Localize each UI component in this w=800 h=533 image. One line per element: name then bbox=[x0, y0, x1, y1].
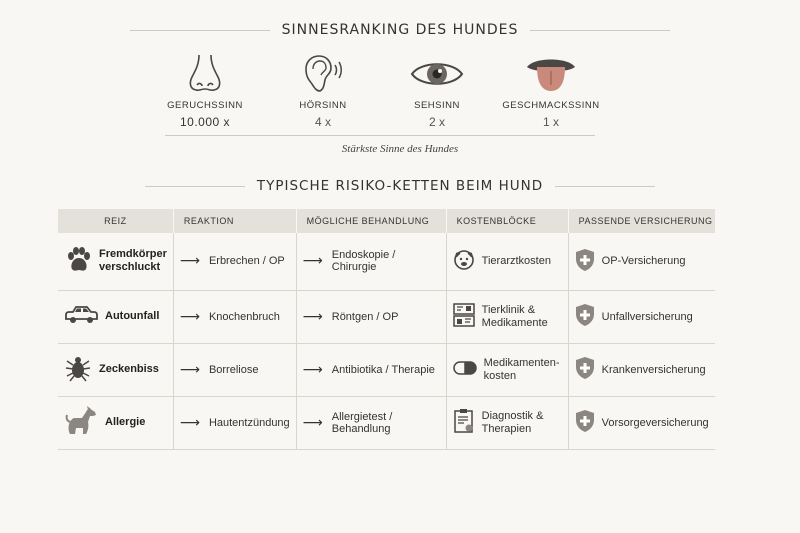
sense-item-sight bbox=[382, 52, 492, 129]
tick-icon bbox=[64, 354, 92, 385]
paw-icon bbox=[64, 246, 92, 277]
sense-caption: Stärkste Sinne des Hundes bbox=[341, 143, 459, 155]
reaktion-label: Erbrechen / OP bbox=[208, 254, 285, 267]
reiz-label: Zeckenbiss bbox=[99, 363, 159, 375]
sense-ranking-title: SINNESRANKING DES HUNDES bbox=[281, 22, 519, 38]
sense-item-smell bbox=[150, 52, 260, 129]
reiz-cell bbox=[58, 343, 173, 396]
column-header: REIZ bbox=[58, 209, 173, 233]
arrow-right-icon: ⟶ bbox=[302, 361, 323, 378]
reiz-cell bbox=[58, 396, 173, 449]
table-header-row bbox=[58, 209, 715, 233]
column-header: REAKTION bbox=[173, 209, 296, 233]
sense-label: HÖRSINN bbox=[299, 100, 347, 111]
reaktion-label: Borreliose bbox=[208, 363, 259, 376]
reiz-label: Allergie bbox=[105, 416, 146, 428]
reaktion-label: Hautentzündung bbox=[208, 416, 290, 429]
table-row bbox=[58, 233, 715, 290]
versicherung-label: Krankenversicherung bbox=[601, 363, 706, 376]
versicherung-cell bbox=[568, 290, 715, 343]
sense-label: GERUCHSSINN bbox=[167, 100, 243, 111]
behandlung-label: Antibiotika / Therapie bbox=[331, 363, 435, 376]
sense-item-taste bbox=[496, 52, 606, 129]
arrow-right-icon: ⟶ bbox=[179, 308, 200, 325]
arrow-right-icon: ⟶ bbox=[179, 361, 200, 378]
shield-icon bbox=[575, 248, 595, 275]
eye-icon bbox=[382, 52, 492, 96]
kosten-label: Diagnostik & Therapien bbox=[481, 409, 544, 435]
reiz-cell bbox=[58, 290, 173, 343]
shield-icon bbox=[575, 303, 595, 330]
arrow-right-icon: ⟶ bbox=[302, 253, 323, 270]
clinic-icon bbox=[453, 302, 475, 331]
sense-value: 4 x bbox=[314, 115, 331, 129]
column-header: PASSENDE VERSICHERUNG bbox=[568, 209, 715, 233]
versicherung-cell bbox=[568, 396, 715, 449]
dog-icon bbox=[64, 406, 98, 439]
shield-icon bbox=[575, 409, 595, 436]
reiz-label: Autounfall bbox=[105, 310, 160, 322]
nose-icon bbox=[150, 52, 260, 96]
kosten-cell bbox=[446, 233, 568, 290]
sense-label: SEHSINN bbox=[414, 100, 460, 111]
arrow-right-icon: ⟶ bbox=[302, 414, 323, 431]
behandlung-cell bbox=[296, 290, 446, 343]
vet-icon bbox=[453, 249, 475, 274]
behandlung-cell bbox=[296, 233, 446, 290]
sense-value: 10.000 x bbox=[179, 115, 231, 129]
pill-icon bbox=[453, 358, 477, 381]
sense-label: GESCHMACKSSINN bbox=[502, 100, 600, 111]
risk-chain-table bbox=[58, 209, 715, 450]
reaktion-cell bbox=[173, 233, 296, 290]
sense-item-hearing bbox=[268, 52, 378, 129]
sense-ranking bbox=[150, 52, 610, 134]
reaktion-cell bbox=[173, 396, 296, 449]
kosten-label: Tierarztkosten bbox=[481, 254, 551, 267]
column-header: KOSTENBLÖCKE bbox=[446, 209, 568, 233]
versicherung-label: OP-Versicherung bbox=[601, 255, 686, 268]
table-row bbox=[58, 396, 715, 449]
risk-chains-title-row bbox=[0, 178, 800, 194]
kosten-cell bbox=[446, 290, 568, 343]
versicherung-cell bbox=[568, 343, 715, 396]
behandlung-label: Endoskopie / Chirurgie bbox=[331, 249, 396, 274]
reiz-label: Fremdkörper verschluckt bbox=[99, 248, 167, 274]
reaktion-label: Knochenbruch bbox=[208, 310, 280, 323]
tongue-icon bbox=[496, 52, 606, 96]
divider bbox=[130, 30, 270, 31]
kosten-cell bbox=[446, 396, 568, 449]
sense-value: 1 x bbox=[542, 115, 559, 129]
clipboard-icon bbox=[453, 408, 475, 437]
reaktion-cell bbox=[173, 290, 296, 343]
behandlung-label: Allergietest / Behandlung bbox=[331, 410, 393, 435]
divider bbox=[530, 30, 670, 31]
kosten-label: Medikamenten-kosten bbox=[483, 356, 560, 382]
table-row bbox=[58, 343, 715, 396]
car-icon bbox=[64, 304, 98, 329]
behandlung-cell bbox=[296, 343, 446, 396]
versicherung-label: Vorsorgeversicherung bbox=[601, 416, 709, 429]
behandlung-cell bbox=[296, 396, 446, 449]
kosten-cell bbox=[446, 343, 568, 396]
reiz-cell bbox=[58, 233, 173, 290]
sense-value: 2 x bbox=[428, 115, 445, 129]
arrow-right-icon: ⟶ bbox=[179, 414, 200, 431]
risk-chains-title: TYPISCHE RISIKO-KETTEN BEIM HUND bbox=[256, 178, 544, 194]
table-row bbox=[58, 290, 715, 343]
versicherung-label: Unfallversicherung bbox=[601, 310, 693, 323]
kosten-label: Tierklinik & Medikamente bbox=[481, 303, 548, 329]
divider bbox=[165, 135, 595, 136]
behandlung-label: Röntgen / OP bbox=[331, 310, 399, 323]
divider bbox=[555, 186, 655, 187]
arrow-right-icon: ⟶ bbox=[302, 308, 323, 325]
sense-ranking-title-row bbox=[0, 22, 800, 38]
ear-icon bbox=[268, 52, 378, 96]
reaktion-cell bbox=[173, 343, 296, 396]
divider bbox=[145, 186, 245, 187]
shield-icon bbox=[575, 356, 595, 383]
column-header: MÖGLICHE BEHANDLUNG bbox=[296, 209, 446, 233]
arrow-right-icon: ⟶ bbox=[179, 253, 200, 270]
versicherung-cell bbox=[568, 233, 715, 290]
